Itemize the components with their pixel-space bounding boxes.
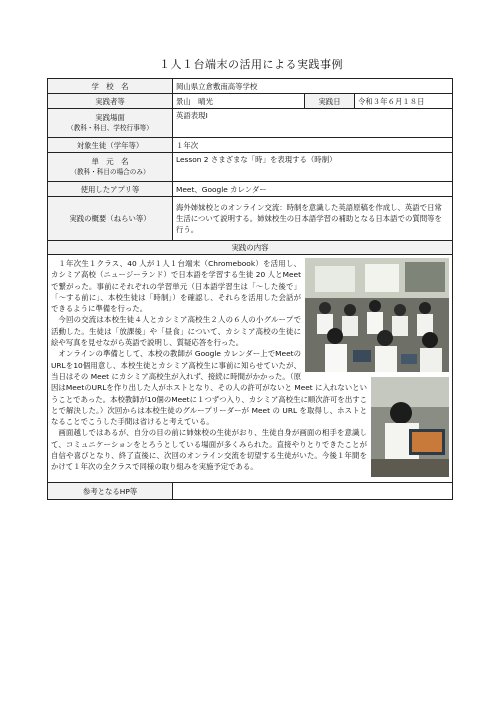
teacher-row <box>48 94 453 109</box>
teacher-label: 実践者等 <box>48 94 173 109</box>
content-cell <box>48 255 453 483</box>
grade-value: １年次 <box>173 138 453 153</box>
overview-value: 海外姉妹校とのオンライン交流：時制を意識した英語原稿を作成し、英語で日常生活について説明する。姉妹校生の日本語学習の補助となる日本語での質問等を行う。 <box>173 197 453 241</box>
reference-row <box>48 483 453 500</box>
school-label: 学 校 名 <box>48 79 173 94</box>
content-row <box>48 255 453 483</box>
unit-row <box>48 153 453 182</box>
scene-label-main: 実践場面 <box>95 113 125 122</box>
date-label: 実践日 <box>305 94 355 109</box>
unit-value: Lesson 2 さまざまな「時」を表現する（時制） <box>173 153 453 182</box>
practice-table <box>47 78 453 500</box>
school-row <box>48 79 453 94</box>
unit-label <box>48 153 173 182</box>
grade-label: 対象生徒（学年等） <box>48 138 173 153</box>
overview-label: 実践の概要（ねらい等） <box>48 197 173 241</box>
content-header: 実践の内容 <box>48 241 453 255</box>
reference-value <box>173 483 453 500</box>
content-paragraph-4: 画面越しではあるが、自分の目の前に姉妹校の生徒がおり、生徒自身が画面の相手を意識して、コミュニケーションをとろうとしている場面が多くみられた。直接やりとりできたことが自信や喜びとなり、終了直後に、次回のオンライン交流を切望する生徒がいた。今後１年間をかけて１年次の全クラスで同様の取り組みを実施予定である。 <box>51 428 367 472</box>
content-header-row <box>48 241 453 255</box>
date-value: 令和３年６月１８日 <box>355 94 453 109</box>
grade-row <box>48 138 453 153</box>
reference-label: 参考となるHP等 <box>48 483 173 500</box>
scene-value: 英語表現Ⅰ <box>173 109 453 138</box>
content-paragraph-3: オンラインの準備として、本校の教師が Google カレンダー上でMeetのURLを10個用意し、本校生徒とカシミア高校生に事前に知らせていたが、当日はその Meet にカシミア高校生が入れず、接続に時間がかかった。（原因はMeetのURLを作り出した人がホストとなり、その人の許可がないと Meet に入れないということであった。本校教師が10個のMeetに１つずつ入り、カシミア高校生に順次許可を出すことで解決した。）次回からは本校生徒のグループリーダーが Meet の URL を取得し、ホストとなることでこうした手間は省けると考えている。 <box>51 349 367 427</box>
classroom-photo-image <box>305 258 449 372</box>
content-paragraph-2: 今回の交流は本校生徒４人とカシミア高校生２人の６人の小グループで活動した。生徒は「放課後」や「昼食」について、カシミア高校の生徒に絵や写真を見せながら英語で説明し、質疑応答を行った。 <box>51 315 301 348</box>
unit-label-sub: （教科・科目の場合のみ） <box>70 168 150 176</box>
scene-label-sub: （教科・科目、学校行事等） <box>67 124 153 132</box>
apps-value: Meet、Google カレンダー <box>173 182 453 197</box>
overview-row <box>48 197 453 241</box>
student-chromebook-photo-image <box>371 377 449 477</box>
apps-row <box>48 182 453 197</box>
classroom-photo <box>305 258 449 372</box>
apps-label: 使用したアプリ等 <box>48 182 173 197</box>
content-paragraph-1: １年次生１クラス、40 人が１人１台端末（Chromebook）を活用し、カシミア高校（ニュージーランド）で日本語を学習する生徒 20 人とMeetで繋がった。事前にそれぞれの学習単元（日本語学習生は「～した後で」「～する前に」、本校生徒は「時制」）を確認し、それらを活用した会話ができるように準備を行った。 <box>51 259 301 314</box>
page-title: １人１台端末の活用による実践事例 <box>159 58 343 71</box>
unit-label-main: 単 元 名 <box>91 157 129 166</box>
scene-row <box>48 109 453 138</box>
teacher-value: 景山 晴光 <box>173 94 305 109</box>
scene-label <box>48 109 173 138</box>
student-chromebook-photo <box>371 377 449 477</box>
school-value: 岡山県立倉敷南高等学校 <box>173 79 453 94</box>
